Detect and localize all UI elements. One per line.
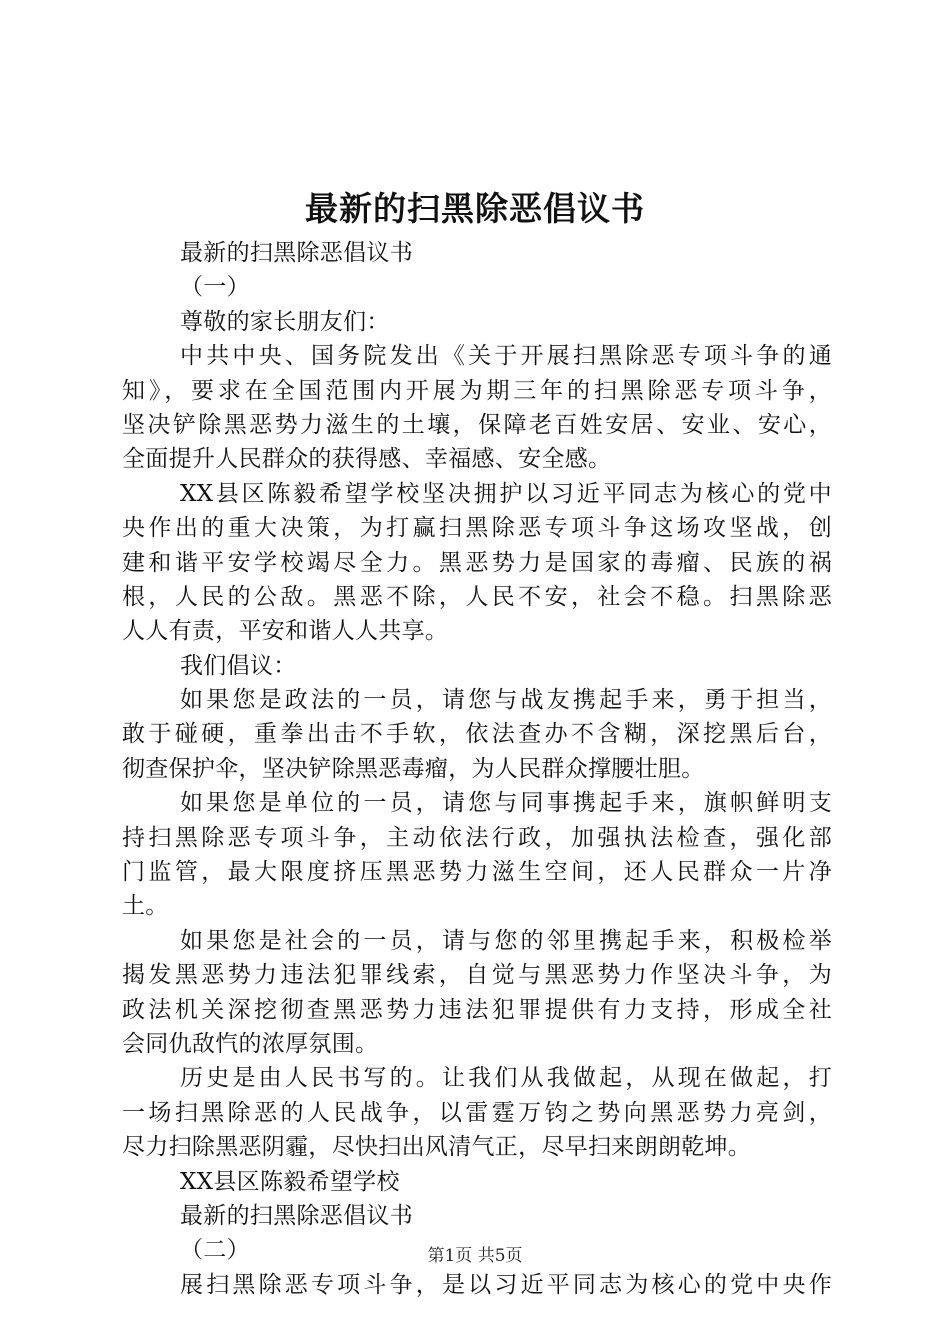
text-line: 坚决铲除黑恶势力滋生的土壤，保障老百姓安居、安业、安心，	[122, 411, 832, 438]
text-line: 央作出的重大决策，为打赢扫黑除恶专项斗争这场攻坚战，创	[122, 515, 832, 542]
text-line: 尽力扫除黑恶阴霾，尽快扫出风清气正，尽早扫来朗朗乾坤。	[122, 1134, 752, 1161]
text-line: 如果您是单位的一员，请您与同事携起手来，旗帜鲜明支	[180, 790, 832, 817]
text-line: （二）	[180, 1237, 250, 1264]
text-line: 全面提升人民群众的获得感、幸福感、安全感。	[122, 446, 612, 473]
text-line: 建和谐平安学校竭尽全力。黑恶势力是国家的毒瘤、民族的祸	[122, 549, 832, 576]
text-line: （一）	[180, 274, 250, 301]
text-line: 人人有责，平安和谐人人共享。	[122, 618, 449, 645]
text-line: 敢于碰硬，重拳出击不手软，依法查办不含糊，深挖黑后台，	[122, 721, 832, 748]
document-body	[122, 236, 832, 1302]
text-line: 最新的扫黑除恶倡议书	[180, 240, 413, 266]
text-line: 揭发黑恶势力违法犯罪线索，自觉与黑恶势力作坚决斗争，为	[122, 962, 832, 989]
text-line: 如果您是社会的一员，请与您的邻里携起手来，积极检举	[180, 927, 832, 954]
text-line: 我们倡议：	[180, 652, 297, 679]
text-line: 会同仇敌忾的浓厚氛围。	[122, 1030, 379, 1057]
text-line: 尊敬的家长朋友们：	[180, 308, 390, 335]
text-line: 历史是由人民书写的。让我们从我做起，从现在做起，打	[180, 1065, 832, 1092]
text-line: 如果您是政法的一员，请您与战友携起手来，勇于担当，	[180, 687, 832, 714]
text-line: XX县区陈毅希望学校坚决拥护以习近平同志为核心的党中	[180, 480, 832, 507]
text-line: 土。	[122, 893, 169, 920]
text-line: 彻查保护伞，坚决铲除黑恶毒瘤，为人民群众撑腰壮胆。	[122, 755, 705, 782]
text-line: 门监管，最大限度挤压黑恶势力滋生空间，还人民群众一片净	[122, 859, 832, 886]
text-line: 最新的扫黑除恶倡议书	[180, 1202, 413, 1229]
text-line: 知》，要求在全国范围内开展为期三年的扫黑除恶专项斗争，	[122, 377, 832, 404]
text-line: XX县区陈毅希望学校	[180, 1168, 400, 1195]
text-line: 政法机关深挖彻查黑恶势力违法犯罪提供有力支持，形成全社	[122, 996, 832, 1023]
document-title: 最新的扫黑除恶倡议书	[305, 189, 645, 228]
text-line: 根，人民的公敌。黑恶不除，人民不安，社会不稳。扫黑除恶	[122, 583, 832, 610]
text-line: 中共中央、国务院发出《关于开展扫黑除恶专项斗争的通	[180, 343, 832, 370]
text-line: 一场扫黑除恶的人民战争，以雷霆万钧之势向黑恶势力亮剑，	[122, 1099, 832, 1126]
text-line: 持扫黑除恶专项斗争，主动依法行政，加强执法检查，强化部	[122, 824, 832, 851]
page-footer: 第1页 共5页	[427, 1246, 523, 1266]
text-line: 展扫黑除恶专项斗争，是以习近平同志为核心的党中央作	[180, 1271, 832, 1298]
